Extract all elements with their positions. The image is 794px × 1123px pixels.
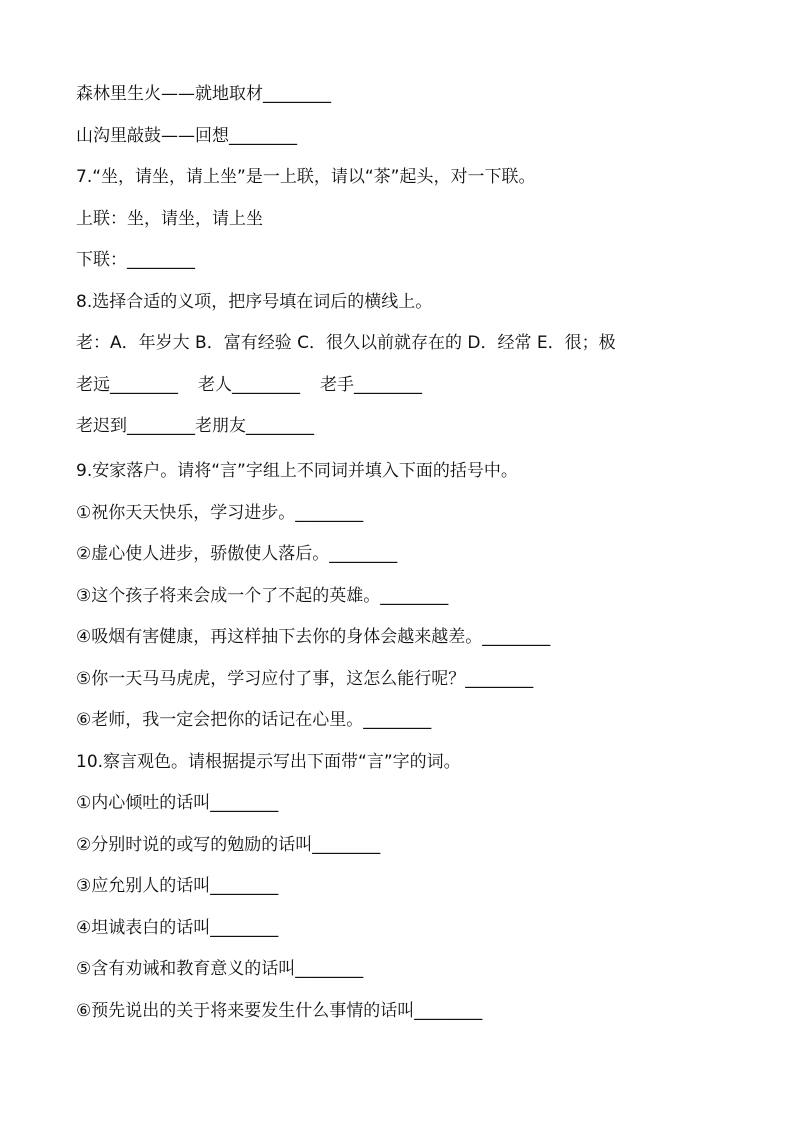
question-10-item-6: ⑥预先说出的关于将来要发生什么事情的话叫________	[76, 1000, 483, 1021]
question-10-item-1: ①内心倾吐的话叫________	[76, 793, 279, 813]
question-8-words-row-2: 老迟到________老朋友________	[76, 416, 314, 436]
question-8-meanings: 老：A．年岁大 B．富有经验 C．很久以前就存在的 D．经常 E．很；极	[76, 333, 616, 353]
question-9-item-1: ①祝你天天快乐，学习进步。________	[76, 502, 364, 523]
riddle-line-1: 森林里生火——就地取材________	[76, 84, 331, 104]
question-8-prompt: 8.选择合适的义项，把序号填在词后的横线上。	[76, 291, 433, 312]
question-7-lower-couplet: 下联：________	[76, 250, 195, 270]
question-7-upper-couplet: 上联：坐，请坐，请上坐	[76, 208, 263, 229]
question-9-prompt: 9.安家落户。请将“言”字组上不同词并填入下面的括号中。	[76, 461, 518, 481]
word-laoren: 老人________	[198, 374, 300, 395]
question-9-item-2: ②虚心使人进步，骄傲使人落后。________	[76, 544, 398, 564]
word-laoyuan: 老远________	[76, 374, 178, 395]
question-8-words-row-1	[76, 375, 756, 395]
question-10-item-2: ②分别时说的或写的勉励的话叫________	[76, 834, 381, 855]
question-10-item-3: ③应允别人的话叫________	[76, 876, 279, 896]
question-10-item-4: ④坦诚表白的话叫________	[76, 917, 279, 938]
question-9-item-3: ③这个孩子将来会成一个了不起的英雄。________	[76, 585, 449, 606]
worksheet-page	[76, 84, 756, 1042]
question-10-prompt: 10.察言观色。请根据提示写出下面带“言”字的词。	[76, 751, 461, 772]
question-9-item-6: ⑥老师，我一定会把你的话记在心里。________	[76, 710, 432, 730]
word-laoshou: 老手________	[320, 374, 422, 395]
riddle-line-2: 山沟里敲鼓——回想________	[76, 125, 297, 146]
question-9-item-4: ④吸烟有害健康，再这样抽下去你的身体会越来越差。________	[76, 627, 551, 647]
question-10-item-5: ⑤含有劝诫和教育意义的话叫________	[76, 959, 364, 979]
question-7-prompt: 7.“坐，请坐，请上坐”是一上联，请以“茶”起头，对一下联。	[76, 167, 536, 187]
question-9-item-5: ⑤你一天马马虎虎，学习应付了事，这怎么能行呢？________	[76, 668, 534, 689]
